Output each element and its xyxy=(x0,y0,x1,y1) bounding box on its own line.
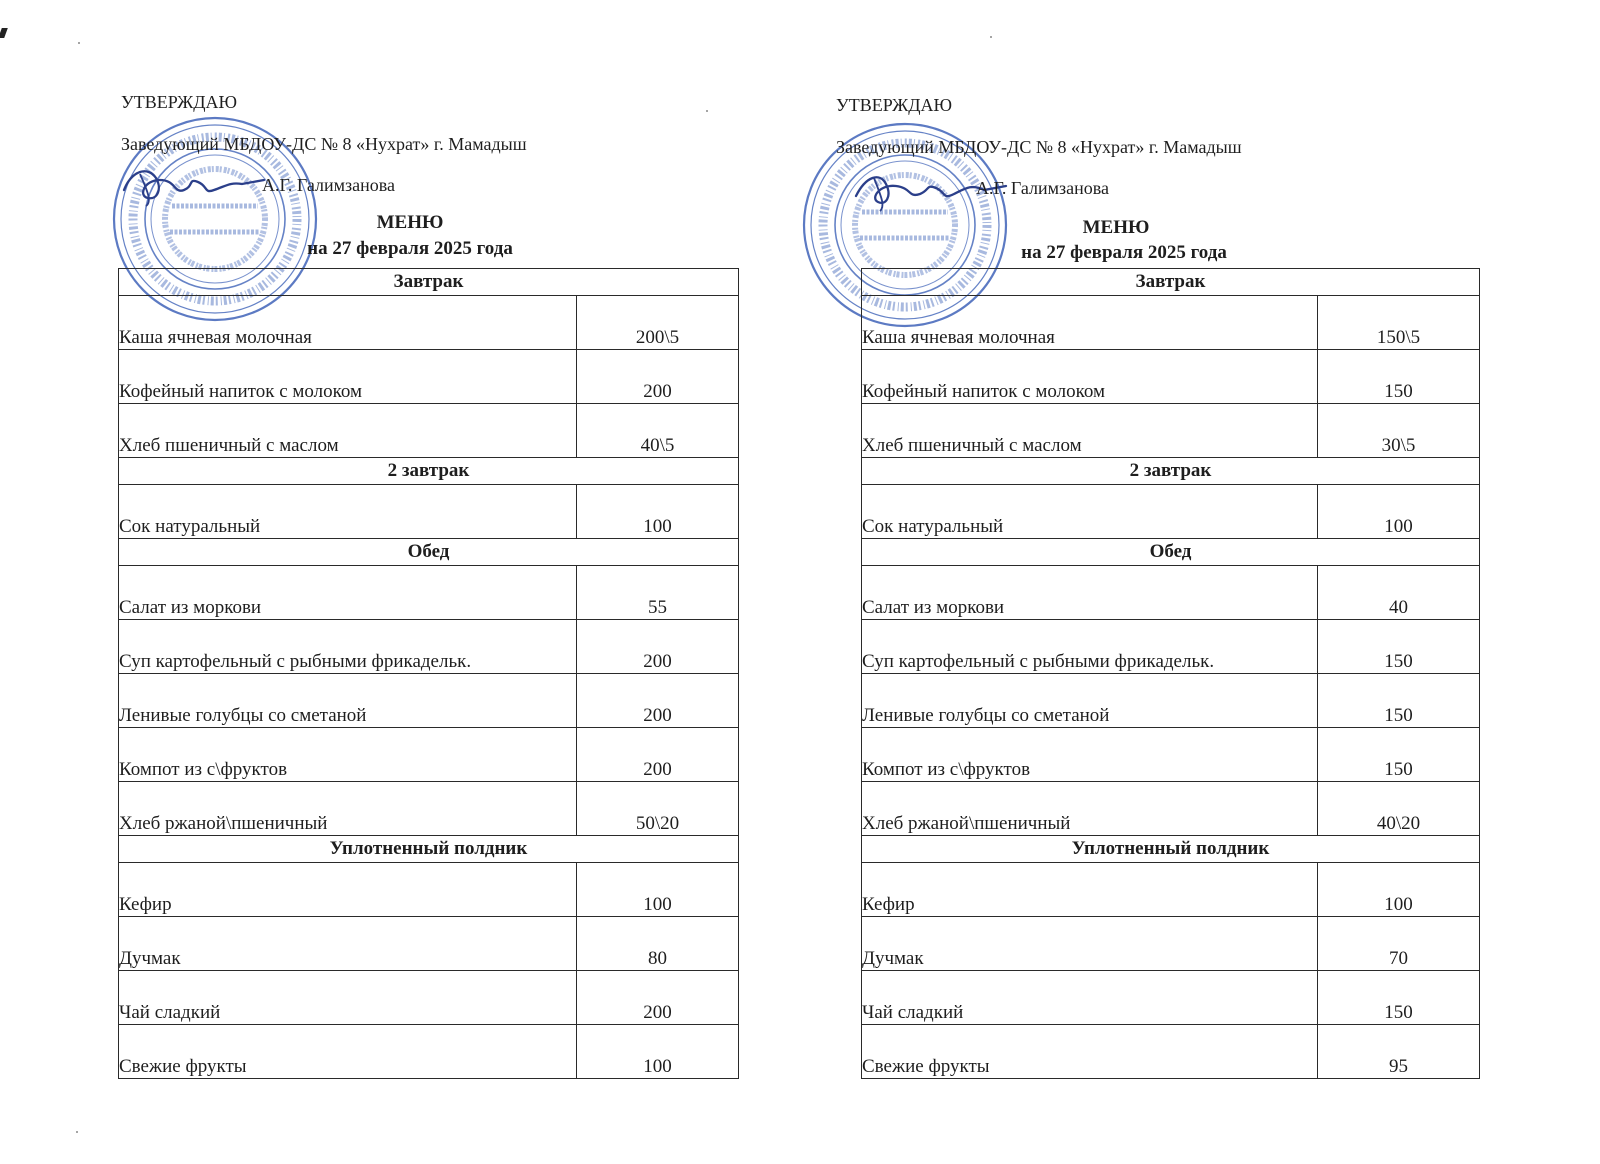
dish-name: Свежие фрукты xyxy=(862,1025,1318,1079)
portion-size: 200 xyxy=(577,728,739,782)
portion-size: 150 xyxy=(1318,620,1480,674)
menu-date: на 27 февраля 2025 года xyxy=(307,238,513,259)
table-row xyxy=(862,404,1480,458)
table-row xyxy=(119,1025,739,1079)
section-title: Обед xyxy=(119,539,739,566)
portion-size: 150 xyxy=(1318,971,1480,1025)
portion-size: 150 xyxy=(1318,674,1480,728)
table-row xyxy=(862,620,1480,674)
portion-size: 55 xyxy=(577,566,739,620)
table-row xyxy=(862,971,1480,1025)
dish-name: Хлеб ржаной\пшеничный xyxy=(119,782,577,836)
table-row xyxy=(119,971,739,1025)
dish-name: Суп картофельный с рыбными фрикадельк. xyxy=(119,620,577,674)
dish-name: Ленивые голубцы со сметаной xyxy=(119,674,577,728)
approval-label: УТВЕРЖДАЮ xyxy=(836,95,953,115)
portion-size: 70 xyxy=(1318,917,1480,971)
table-row xyxy=(119,917,739,971)
section-header-row xyxy=(862,539,1480,566)
table-row xyxy=(862,485,1480,539)
head-position: Заведующий МБДОУ-ДС № 8 «Нухрат» г. Мамадыш xyxy=(836,137,1242,157)
dish-name: Чай сладкий xyxy=(119,971,577,1025)
dish-name: Хлеб пшеничный с маслом xyxy=(119,404,577,458)
table-row xyxy=(862,350,1480,404)
dish-name: Компот из с\фруктов xyxy=(119,728,577,782)
dish-name: Сок натуральный xyxy=(119,485,577,539)
dish-name: Салат из моркови xyxy=(119,566,577,620)
dish-name: Каша ячневая молочная xyxy=(862,296,1318,350)
dish-name: Ленивые голубцы со сметаной xyxy=(862,674,1318,728)
section-title: Уплотненный полдник xyxy=(862,836,1480,863)
head-name: А.Г. Галимзанова xyxy=(262,175,395,195)
portion-size: 100 xyxy=(1318,485,1480,539)
section-title: 2 завтрак xyxy=(862,458,1480,485)
dish-name: Чай сладкий xyxy=(862,971,1318,1025)
dish-name: Кофейный напиток с молоком xyxy=(862,350,1318,404)
section-header-row xyxy=(119,458,739,485)
section-header-row xyxy=(119,539,739,566)
head-name: А.Г. Галимзанова xyxy=(976,178,1109,198)
portion-size: 150 xyxy=(1318,728,1480,782)
table-row xyxy=(862,1025,1480,1079)
dish-name: Дучмак xyxy=(862,917,1318,971)
section-header-row xyxy=(862,458,1480,485)
portion-size: 50\20 xyxy=(577,782,739,836)
portion-size: 200 xyxy=(577,971,739,1025)
portion-size: 100 xyxy=(577,1025,739,1079)
section-header-row xyxy=(119,269,739,296)
section-header-row xyxy=(862,269,1480,296)
menu-title: МЕНЮ xyxy=(1082,217,1150,238)
table-row xyxy=(119,782,739,836)
portion-size: 200 xyxy=(577,350,739,404)
dish-name: Кефир xyxy=(119,863,577,917)
table-row xyxy=(119,566,739,620)
portion-size: 80 xyxy=(577,917,739,971)
table-row xyxy=(119,863,739,917)
dish-name: Кефир xyxy=(862,863,1318,917)
table-row xyxy=(119,296,739,350)
head-position: Заведующий МБДОУ-ДС № 8 «Нухрат» г. Мамадыш xyxy=(121,134,527,154)
menu-title: МЕНЮ xyxy=(376,212,444,233)
table-row xyxy=(119,728,739,782)
menu-date: на 27 февраля 2025 года xyxy=(1021,242,1227,263)
dish-name: Суп картофельный с рыбными фрикадельк. xyxy=(862,620,1318,674)
dish-name: Хлеб ржаной\пшеничный xyxy=(862,782,1318,836)
portion-size: 100 xyxy=(1318,863,1480,917)
table-row xyxy=(119,350,739,404)
section-title: Завтрак xyxy=(862,269,1480,296)
section-title: Уплотненный полдник xyxy=(119,836,739,863)
menu-document-right xyxy=(800,0,1600,1164)
table-row xyxy=(862,863,1480,917)
portion-size: 150 xyxy=(1318,350,1480,404)
table-row xyxy=(119,485,739,539)
portion-size: 30\5 xyxy=(1318,404,1480,458)
table-row xyxy=(119,674,739,728)
dish-name: Салат из моркови xyxy=(862,566,1318,620)
table-row xyxy=(862,917,1480,971)
table-row xyxy=(862,296,1480,350)
menu-table xyxy=(861,268,1480,1079)
portion-size: 100 xyxy=(577,863,739,917)
handwritten-signature xyxy=(118,160,268,210)
table-row xyxy=(862,728,1480,782)
dish-name: Каша ячневая молочная xyxy=(119,296,577,350)
portion-size: 40\20 xyxy=(1318,782,1480,836)
portion-size: 200\5 xyxy=(577,296,739,350)
table-row xyxy=(862,566,1480,620)
table-row xyxy=(862,674,1480,728)
table-row xyxy=(862,782,1480,836)
section-title: Обед xyxy=(862,539,1480,566)
menu-table xyxy=(118,268,739,1079)
section-header-row xyxy=(862,836,1480,863)
portion-size: 40 xyxy=(1318,566,1480,620)
dish-name: Компот из с\фруктов xyxy=(862,728,1318,782)
portion-size: 200 xyxy=(577,674,739,728)
table-row xyxy=(119,404,739,458)
portion-size: 40\5 xyxy=(577,404,739,458)
portion-size: 100 xyxy=(577,485,739,539)
dish-name: Свежие фрукты xyxy=(119,1025,577,1079)
approval-label: УТВЕРЖДАЮ xyxy=(121,92,238,112)
dish-name: Дучмак xyxy=(119,917,577,971)
section-title: 2 завтрак xyxy=(119,458,739,485)
section-header-row xyxy=(119,836,739,863)
portion-size: 150\5 xyxy=(1318,296,1480,350)
section-title: Завтрак xyxy=(119,269,739,296)
portion-size: 95 xyxy=(1318,1025,1480,1079)
dish-name: Кофейный напиток с молоком xyxy=(119,350,577,404)
dish-name: Хлеб пшеничный с маслом xyxy=(862,404,1318,458)
portion-size: 200 xyxy=(577,620,739,674)
dish-name: Сок натуральный xyxy=(862,485,1318,539)
table-row xyxy=(119,620,739,674)
